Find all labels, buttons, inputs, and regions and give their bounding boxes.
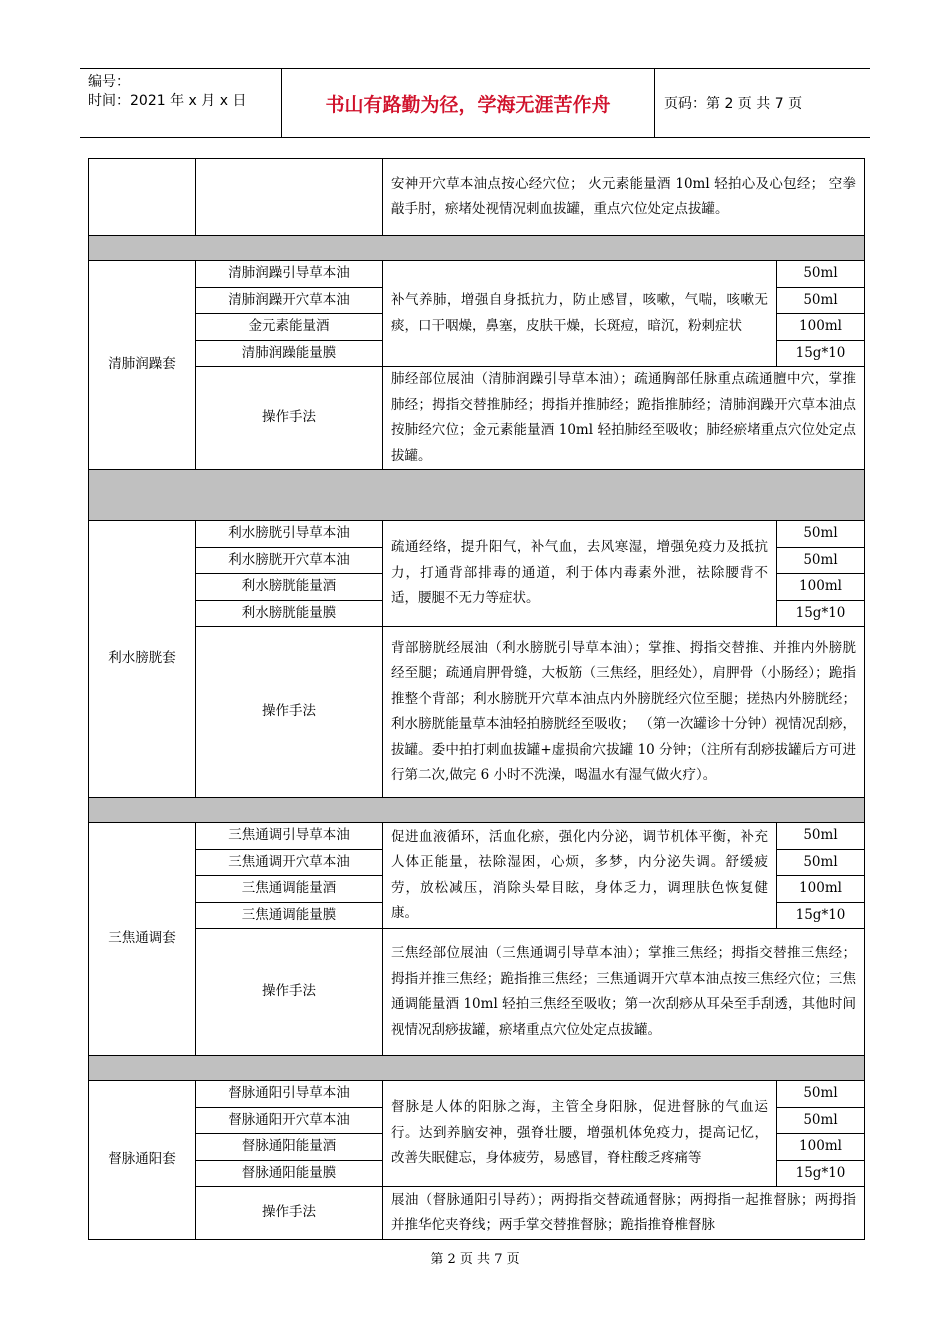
method-label: 操作手法 xyxy=(196,1187,383,1240)
header-info xyxy=(88,73,278,133)
product-quantity: 15g*10 xyxy=(777,600,865,627)
separator-cell xyxy=(89,236,865,261)
method-label: 操作手法 xyxy=(196,367,383,470)
product-quantity: 50ml xyxy=(777,261,865,288)
product-name: 三焦通调开穴草本油 xyxy=(196,849,383,876)
product-name: 三焦通调能量酒 xyxy=(196,876,383,903)
set-name: 督脉通阳套 xyxy=(89,1081,196,1240)
table-row xyxy=(89,823,865,850)
method-steps: 肺经部位展油（清肺润躁引导草本油）；疏通胸部任脉重点疏通膻中穴，掌推肺经；拇指交替推肺经；拇指并推肺经；跪指推肺经；清肺润躁开穴草本油点按肺经穴位；金元素能量酒 10ml 轻拍肺经至吸收；肺经瘀堵重点穴位处定点拔罐。 xyxy=(383,367,865,470)
header-motto: 书山有路勤为径，学海无涯苦作舟 xyxy=(281,69,655,137)
product-quantity: 100ml xyxy=(777,876,865,903)
product-name: 督脉通阳开穴草本油 xyxy=(196,1107,383,1134)
product-quantity: 50ml xyxy=(777,547,865,574)
set-effect: 督脉是人体的阳脉之海，主管全身阳脉，促进督脉的气血运行。达到养脑安神，强脊壮腰，增强机体免疫力，提高记忆，改善失眠健忘，身体疲劳，易感冒，脊柱酸乏疼痛等 xyxy=(383,1081,777,1187)
set-effect: 疏通经络，提升阳气，补气血，去风寒湿，增强免疫力及抵抗力，打通背部排毒的通道，利于体内毒素外泄，祛除腰背不适，腰腿不无力等症状。 xyxy=(383,521,777,627)
section-separator xyxy=(89,236,865,261)
method-row xyxy=(89,627,865,798)
product-name: 金元素能量酒 xyxy=(196,314,383,341)
set-name: 利水膀胱套 xyxy=(89,521,196,798)
table-row xyxy=(89,261,865,288)
method-steps: 展油（督脉通阳引导药）；两拇指交替疏通督脉；两拇指一起推督脉；两拇指并推华佗夹脊线；两手掌交替推督脉；跪指推脊椎督脉 xyxy=(383,1187,865,1240)
document-number-label: 编号： xyxy=(88,74,130,90)
page-header xyxy=(80,68,870,138)
product-name: 利水膀胱开穴草本油 xyxy=(196,547,383,574)
table-row xyxy=(89,521,865,548)
separator-cell xyxy=(89,470,865,521)
product-name: 三焦通调引导草本油 xyxy=(196,823,383,850)
product-quantity: 50ml xyxy=(777,823,865,850)
product-quantity: 15g*10 xyxy=(777,1160,865,1187)
method-row xyxy=(89,929,865,1056)
product-name: 清肺润躁能量膜 xyxy=(196,340,383,367)
method-label: 操作手法 xyxy=(196,929,383,1056)
empty-cell xyxy=(89,159,196,236)
product-quantity: 50ml xyxy=(777,1081,865,1108)
method-steps: 背部膀胱经展油（利水膀胱引导草本油）；掌推、拇指交替推、并推内外膀胱经至腿；疏通肩胛骨缝，大板筋（三焦经，胆经处），肩胛骨（小肠经）；跪指推整个背部；利水膀胱开穴草本油点内外膀胱经穴位至腿；搓热内外膀胱经；利水膀胱能量草本油轻拍膀胱经至吸收； （第一次罐诊十分钟）视情况刮痧，拔罐。委中拍打刺血拔罐+虚损俞穴拔罐 10 分钟；（注所有刮痧拔罐后方可进行第二次,做完 6 小时不洗澡，喝温水有湿气做火疗）。 xyxy=(383,627,865,798)
product-quantity: 50ml xyxy=(777,1107,865,1134)
product-name: 利水膀胱引导草本油 xyxy=(196,521,383,548)
product-table xyxy=(88,158,865,1240)
product-quantity: 50ml xyxy=(777,521,865,548)
product-quantity: 100ml xyxy=(777,574,865,601)
separator-cell xyxy=(89,1056,865,1081)
method-steps: 三焦经部位展油（三焦通调引导草本油）；掌推三焦经；拇指交替推三焦经；拇指并推三焦经；跪指推三焦经；三焦通调开穴草本油点按三焦经穴位；三焦通调能量酒 10ml 轻拍三焦经至吸收；第一次刮痧从耳朵至手刮透，其他时间视情况刮痧拔罐，瘀堵重点穴位处定点拔罐。 xyxy=(383,929,865,1056)
product-quantity: 15g*10 xyxy=(777,902,865,929)
product-name: 利水膀胱能量酒 xyxy=(196,574,383,601)
method-row xyxy=(89,367,865,470)
product-name: 督脉通阳能量膜 xyxy=(196,1160,383,1187)
product-quantity: 100ml xyxy=(777,314,865,341)
product-name: 清肺润躁引导草本油 xyxy=(196,261,383,288)
set-effect: 促进血液循环，活血化瘀，强化内分泌，调节机体平衡，补充人体正能量，祛除湿困，心烦，多梦，内分泌失调。舒缓疲劳，放松减压，消除头晕目眩，身体乏力，调理肤色恢复健康。 xyxy=(383,823,777,929)
product-name: 督脉通阳能量酒 xyxy=(196,1134,383,1161)
product-name: 利水膀胱能量膜 xyxy=(196,600,383,627)
method-label: 操作手法 xyxy=(196,627,383,798)
product-quantity: 50ml xyxy=(777,287,865,314)
method-row xyxy=(89,1187,865,1240)
continued-method-text: 安神开穴草本油点按心经穴位； 火元素能量酒 10ml 轻拍心及心包经； 空拳敲手肘，瘀堵处视情况刺血拔罐，重点穴位处定点拔罐。 xyxy=(383,159,865,236)
product-quantity: 100ml xyxy=(777,1134,865,1161)
empty-cell xyxy=(196,159,383,236)
separator-cell xyxy=(89,798,865,823)
table-row xyxy=(89,1081,865,1108)
page-label: 页码：第 2 页 共 7 页 xyxy=(664,96,803,112)
header-page-number xyxy=(664,69,870,137)
document-date: 时间：2021 年 x 月 x 日 xyxy=(88,93,247,109)
section-separator xyxy=(89,798,865,823)
set-effect: 补气养肺，增强自身抵抗力，防止感冒，咳嗽，气喘，咳嗽无痰，口干咽燥，鼻塞，皮肤干燥，长斑痘，暗沉，粉刺症状 xyxy=(383,261,777,367)
product-quantity: 15g*10 xyxy=(777,340,865,367)
page-footer: 第 2 页 共 7 页 xyxy=(430,1252,520,1267)
section-separator xyxy=(89,1056,865,1081)
product-name: 督脉通阳引导草本油 xyxy=(196,1081,383,1108)
product-name: 清肺润躁开穴草本油 xyxy=(196,287,383,314)
product-name: 三焦通调能量膜 xyxy=(196,902,383,929)
table-row xyxy=(89,159,865,236)
set-name: 三焦通调套 xyxy=(89,823,196,1056)
section-separator xyxy=(89,470,865,521)
set-name: 清肺润躁套 xyxy=(89,261,196,470)
product-quantity: 50ml xyxy=(777,849,865,876)
